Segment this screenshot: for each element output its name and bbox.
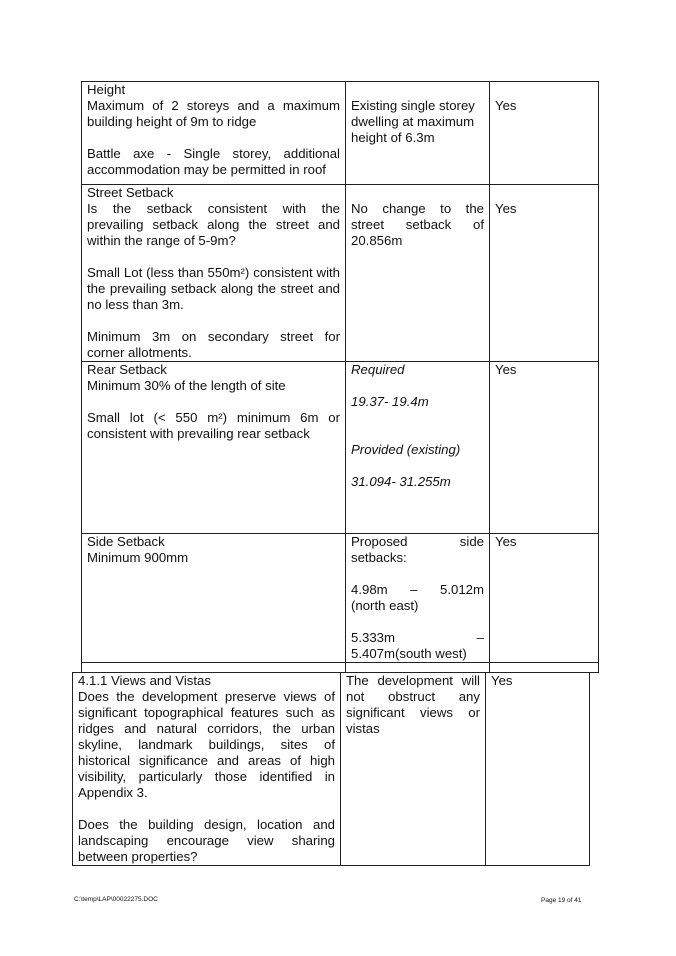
proposal-cell bbox=[346, 534, 490, 663]
compliance-cell bbox=[490, 82, 599, 185]
table-row-height bbox=[82, 82, 599, 185]
provided-value: 31.094- 31.255m bbox=[351, 474, 451, 489]
required-label: Required bbox=[351, 362, 405, 377]
control-cell bbox=[82, 534, 346, 663]
control-text: Small Lot (less than 550m²) consistent with the prevailing setback along the street and no less than 3m. bbox=[87, 265, 340, 312]
proposal-text: No change to the street setback of 20.856m bbox=[351, 201, 484, 248]
footer-file-path: C:\temp\LAP\00022275.DOC bbox=[74, 896, 158, 903]
proposal-text: The development will not obstruct any significant views or vistas bbox=[346, 673, 480, 736]
compliance-value: Yes bbox=[491, 673, 513, 688]
control-text: Minimum 900mm bbox=[87, 550, 189, 565]
proposal-text: 5.333m – 5.407m(south west) bbox=[351, 630, 484, 661]
control-text: Minimum 30% of the length of site bbox=[87, 378, 286, 393]
compliance-cell bbox=[490, 362, 599, 534]
control-text: Minimum 3m on secondary street for corner allotments. bbox=[87, 329, 340, 360]
spacer-cell bbox=[490, 663, 599, 673]
control-text: Small lot (< 550 m²) minimum 6m or consistent with prevailing rear setback bbox=[87, 410, 340, 441]
control-cell bbox=[82, 362, 346, 534]
compliance-cell bbox=[490, 534, 599, 663]
proposal-cell bbox=[346, 185, 490, 362]
proposal-cell bbox=[346, 82, 490, 185]
table-row-spacer bbox=[82, 663, 599, 673]
control-text: Maximum of 2 storeys and a maximum building height of 9m to ridge bbox=[87, 98, 340, 129]
spacer-cell bbox=[82, 663, 346, 673]
assessment-table-views bbox=[72, 672, 590, 866]
row-heading: Street Setback bbox=[87, 185, 174, 200]
control-text: Does the building design, location and landscaping encourage view sharing between properties? bbox=[78, 817, 335, 864]
control-cell bbox=[82, 82, 346, 185]
row-heading: Height bbox=[87, 82, 126, 97]
compliance-value: Yes bbox=[495, 534, 517, 549]
control-text: Battle axe - Single storey, additional accommodation may be permitted in roof bbox=[87, 146, 340, 177]
proposal-text: Proposed side setbacks: bbox=[351, 534, 484, 565]
compliance-value: Yes bbox=[495, 98, 517, 113]
proposal-text: Existing single storey dwelling at maximum height of 6.3m bbox=[351, 98, 475, 145]
provided-label: Provided (existing) bbox=[351, 442, 461, 457]
control-text: Is the setback consistent with the prevailing setback along the street and within the range of 5-9m? bbox=[87, 201, 340, 248]
table-row-side-setback bbox=[82, 534, 599, 663]
compliance-value: Yes bbox=[495, 201, 517, 216]
proposal-cell bbox=[346, 362, 490, 534]
compliance-cell bbox=[486, 673, 590, 866]
assessment-table-upper bbox=[81, 81, 599, 673]
row-heading: Rear Setback bbox=[87, 362, 167, 377]
proposal-cell bbox=[341, 673, 486, 866]
control-text: Does the development preserve views of significant topographical features such as ridges and natural corridors, the urban skyline, landmark buildings, sites of historical significance and areas of high visibility, particularly those identified in Appendix 3. bbox=[78, 689, 335, 800]
table-row-rear-setback bbox=[82, 362, 599, 534]
proposal-text: 4.98m – 5.012m (north east) bbox=[351, 582, 484, 613]
row-heading: 4.1.1 Views and Vistas bbox=[78, 673, 211, 688]
control-cell bbox=[82, 185, 346, 362]
compliance-value: Yes bbox=[495, 362, 517, 377]
spacer-cell bbox=[346, 663, 490, 673]
required-value: 19.37- 19.4m bbox=[351, 394, 429, 409]
table-row-views bbox=[73, 673, 590, 866]
table-row-street-setback bbox=[82, 185, 599, 362]
footer-page-number: Page 19 of 41 bbox=[541, 897, 582, 904]
row-heading: Side Setback bbox=[87, 534, 165, 549]
compliance-cell bbox=[490, 185, 599, 362]
control-cell bbox=[73, 673, 341, 866]
